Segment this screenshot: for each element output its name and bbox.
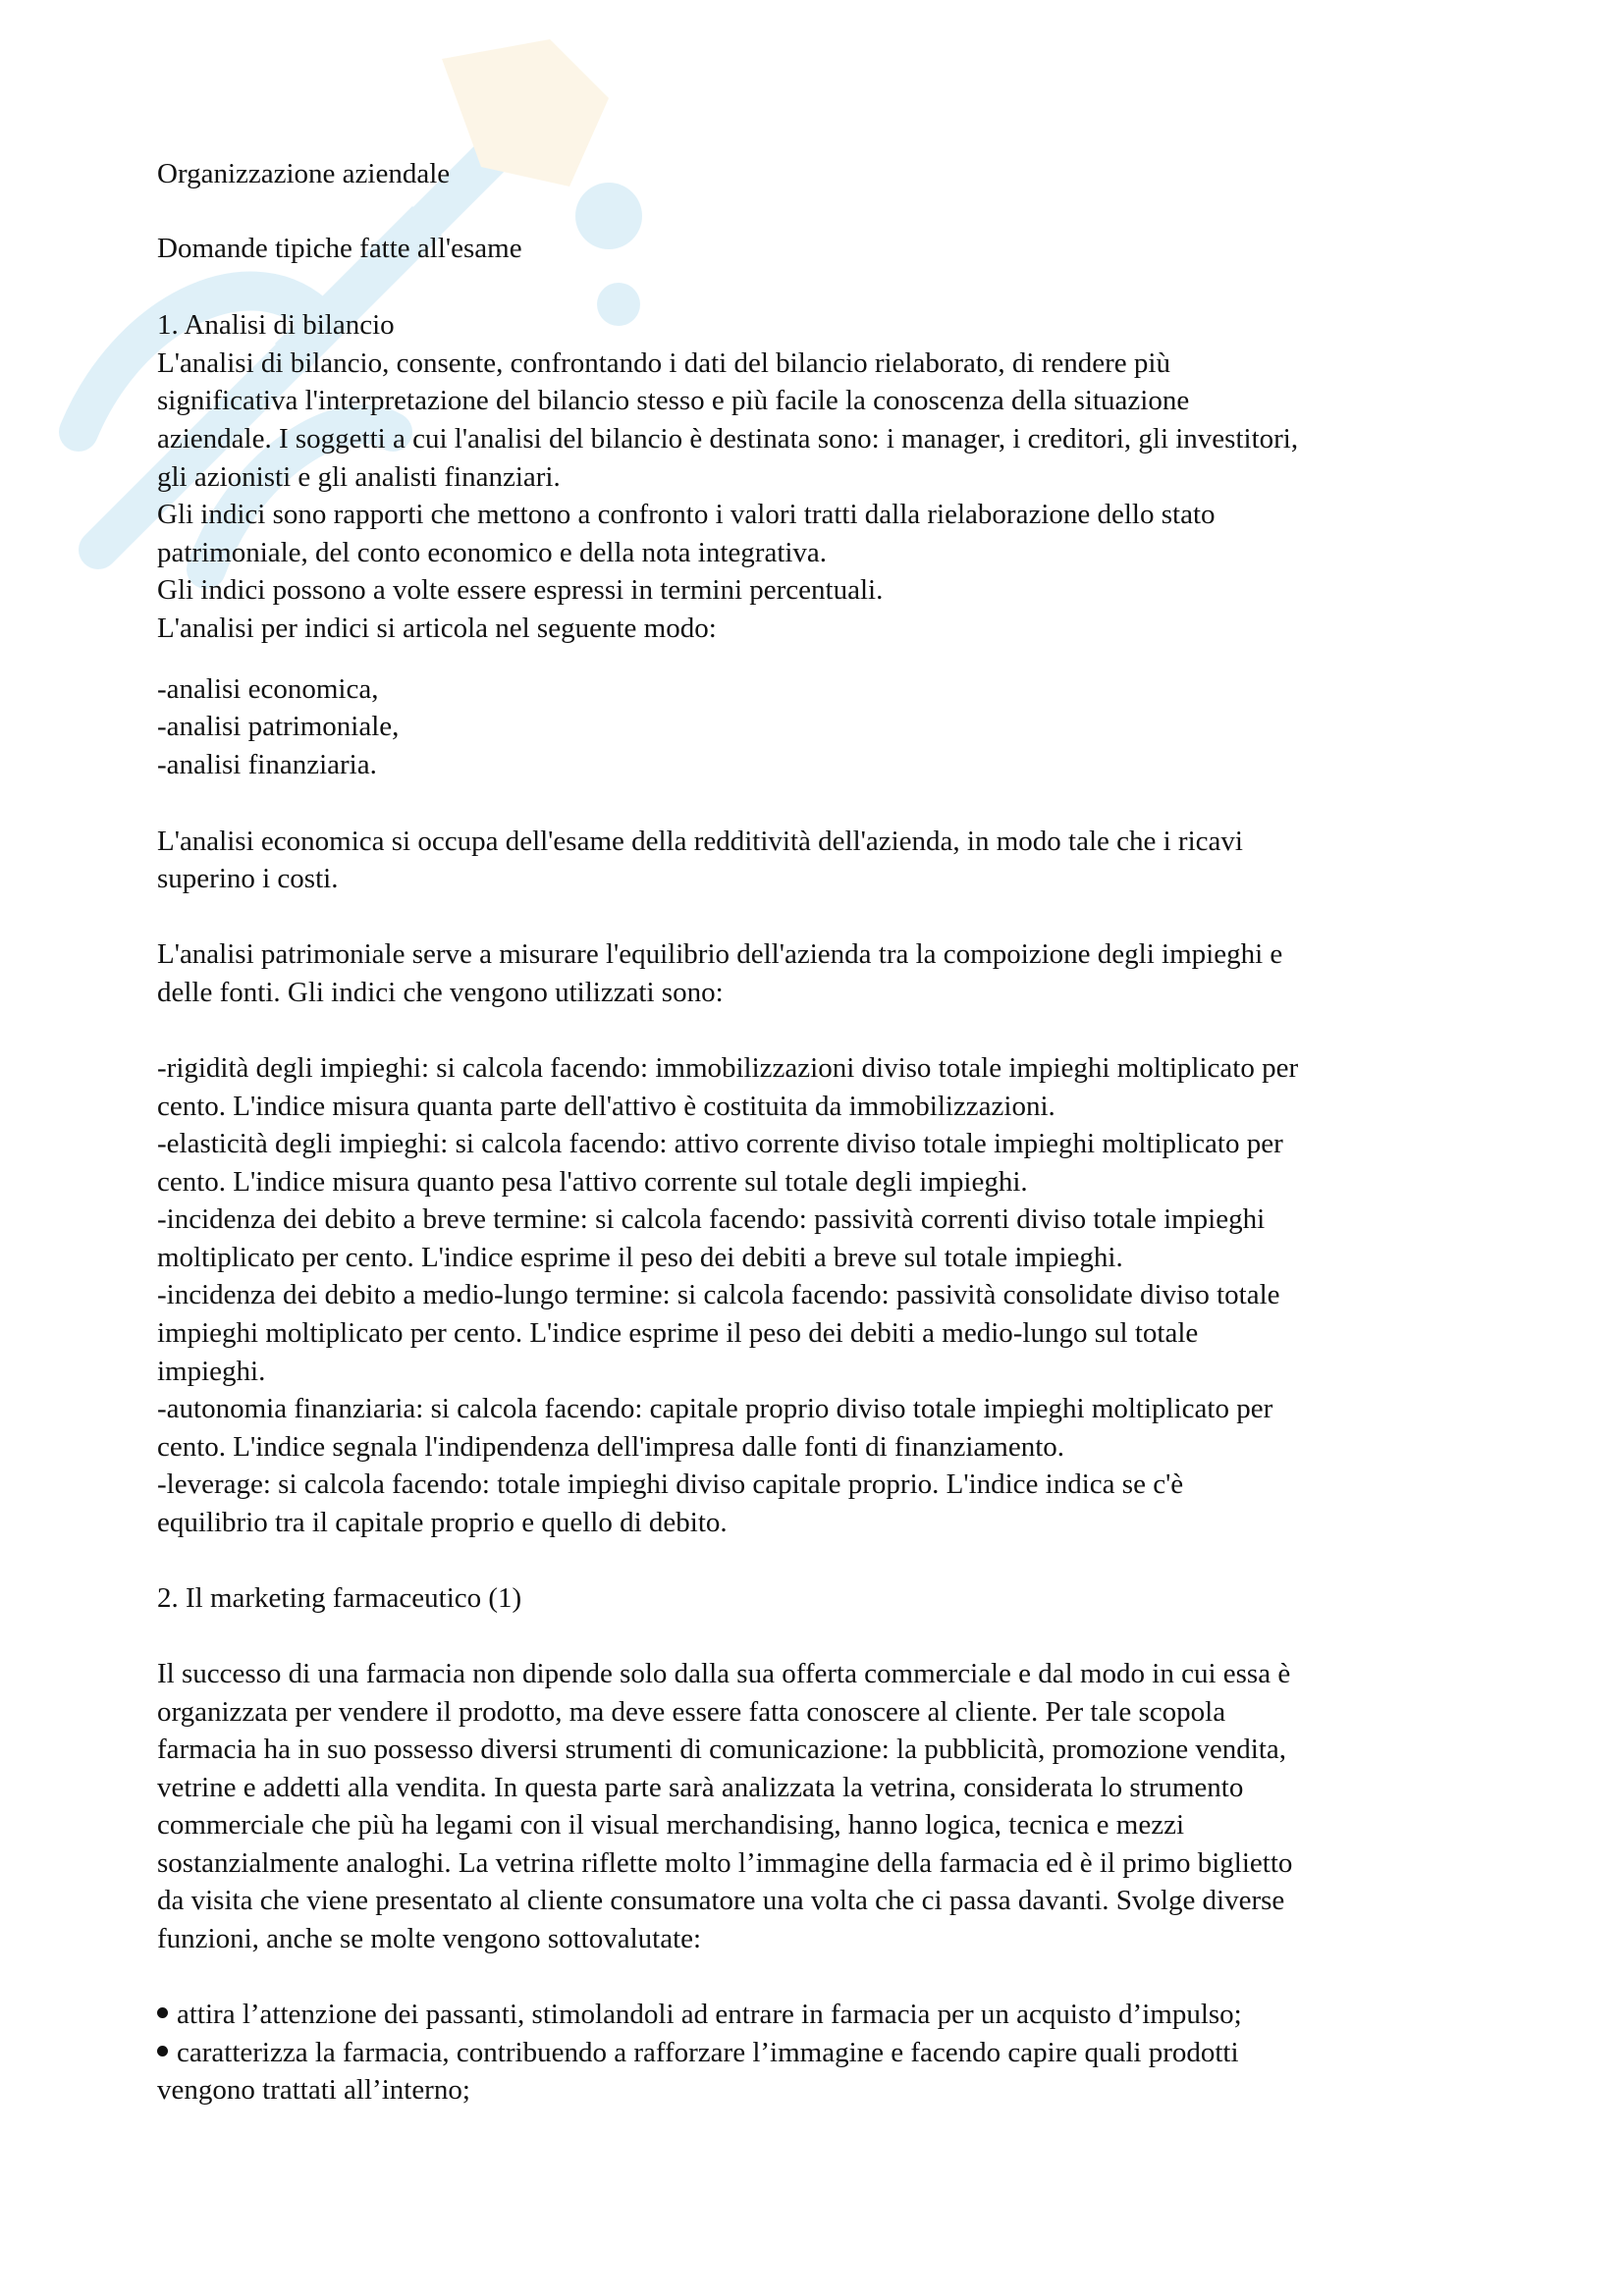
bullet-item [157, 1996, 1242, 2033]
document-subtitle: Domande tipiche fatte all'esame [157, 233, 522, 264]
text-line: significativa l'interpretazione del bilancio stesso e più facile la conoscenza della situazione [157, 385, 1190, 416]
document-title: Organizzazione aziendale [157, 158, 451, 189]
text-line: patrimoniale, del conto economico e della nota integrativa. [157, 537, 828, 568]
text-line: impieghi moltiplicato per cento. L'indice esprime il peso dei debiti a medio-lungo sul totale [157, 1317, 1199, 1349]
text-line: -incidenza dei debito a medio-lungo termine: si calcola facendo: passività consolidate diviso totale [157, 1279, 1280, 1310]
text-line: delle fonti. Gli indici che vengono utilizzati sono: [157, 977, 724, 1008]
bullet-item [157, 2034, 1239, 2071]
text-line: gli azionisti e gli analisti finanziari. [157, 461, 561, 493]
text-line: vetrine e addetti alla vendita. In questa parte sarà analizzata la vetrina, considerata lo strumento [157, 1772, 1244, 1803]
text-line: da visita che viene presentato al cliente consumatore una volta che ci passa davanti. Svolge diverse [157, 1885, 1285, 1916]
text-line: L'analisi per indici si articola nel seguente modo: [157, 613, 717, 644]
list-item: -analisi economica, [157, 673, 379, 705]
text-line: -autonomia finanziaria: si calcola facendo: capitale proprio diviso totale impieghi moltiplicato per [157, 1393, 1273, 1424]
text-line: sostanzialmente analoghi. La vetrina riflette molto l’immagine della farmacia ed è il primo biglietto [157, 1847, 1293, 1879]
text-line: Gli indici possono a volte essere espressi in termini percentuali. [157, 574, 884, 606]
text-line: cento. L'indice misura quanta parte dell'attivo è costituita da immobilizzazioni. [157, 1091, 1055, 1122]
text-line: L'analisi patrimoniale serve a misurare l'equilibrio dell'azienda tra la compoizione degli impieghi e [157, 938, 1283, 970]
section1-heading: 1. Analisi di bilancio [157, 309, 395, 341]
text-line: -incidenza dei debito a breve termine: si calcola facendo: passività correnti diviso totale impieghi [157, 1203, 1266, 1235]
section2-heading: 2. Il marketing farmaceutico (1) [157, 1582, 522, 1614]
text-line: impieghi. [157, 1356, 266, 1387]
text-line: L'analisi economica si occupa dell'esame della redditività dell'azienda, in modo tale che i ricavi [157, 826, 1243, 857]
text-line: organizzata per vendere il prodotto, ma deve essere fatta conoscere al cliente. Per tale scopola [157, 1696, 1226, 1728]
list-item: -analisi finanziaria. [157, 749, 377, 780]
text-line: funzioni, anche se molte vengono sottovalutate: [157, 1923, 702, 1954]
text-line: cento. L'indice segnala l'indipendenza dell'impresa dalle fonti di finanziamento. [157, 1431, 1065, 1463]
text-line: -elasticità degli impieghi: si calcola facendo: attivo corrente diviso totale impieghi moltiplicato per [157, 1128, 1283, 1159]
bullet-icon [157, 2046, 168, 2056]
text-line: moltiplicato per cento. L'indice esprime il peso dei debiti a breve sul totale impieghi. [157, 1242, 1123, 1273]
text-line: equilibrio tra il capitale proprio e quello di debito. [157, 1507, 728, 1538]
text-line: -leverage: si calcola facendo: totale impieghi diviso capitale proprio. L'indice indica se c'è [157, 1468, 1184, 1500]
text-line: Il successo di una farmacia non dipende solo dalla sua offerta commerciale e dal modo in cui essa è [157, 1658, 1291, 1689]
text-line: Gli indici sono rapporti che mettono a confronto i valori tratti dalla rielaborazione dello stato [157, 499, 1216, 530]
text-line: -rigidità degli impieghi: si calcola facendo: immobilizzazioni diviso totale impieghi moltiplicato per [157, 1052, 1299, 1084]
text-line: farmacia ha in suo possesso diversi strumenti di comunicazione: la pubblicità, promozione vendita, [157, 1734, 1287, 1765]
bullet-text: attira l’attenzione dei passanti, stimolandoli ad entrare in farmacia per un acquisto d’impulso; [177, 1999, 1242, 2030]
bullet-text: caratterizza la farmacia, contribuendo a rafforzare l’immagine e facendo capire quali prodotti [177, 2037, 1239, 2068]
list-item: -analisi patrimoniale, [157, 711, 400, 742]
text-line: vengono trattati all’interno; [157, 2074, 470, 2106]
text-line: commerciale che più ha legami con il visual merchandising, hanno logica, tecnica e mezzi [157, 1809, 1184, 1841]
text-line: L'analisi di bilancio, consente, confrontando i dati del bilancio rielaborato, di rendere più [157, 347, 1170, 379]
text-line: cento. L'indice misura quanto pesa l'attivo corrente sul totale degli impieghi. [157, 1166, 1028, 1198]
text-line: superino i costi. [157, 863, 339, 894]
bullet-icon [157, 2007, 168, 2018]
text-line: aziendale. I soggetti a cui l'analisi del bilancio è destinata sono: i manager, i creditori, gli investitori, [157, 423, 1299, 454]
